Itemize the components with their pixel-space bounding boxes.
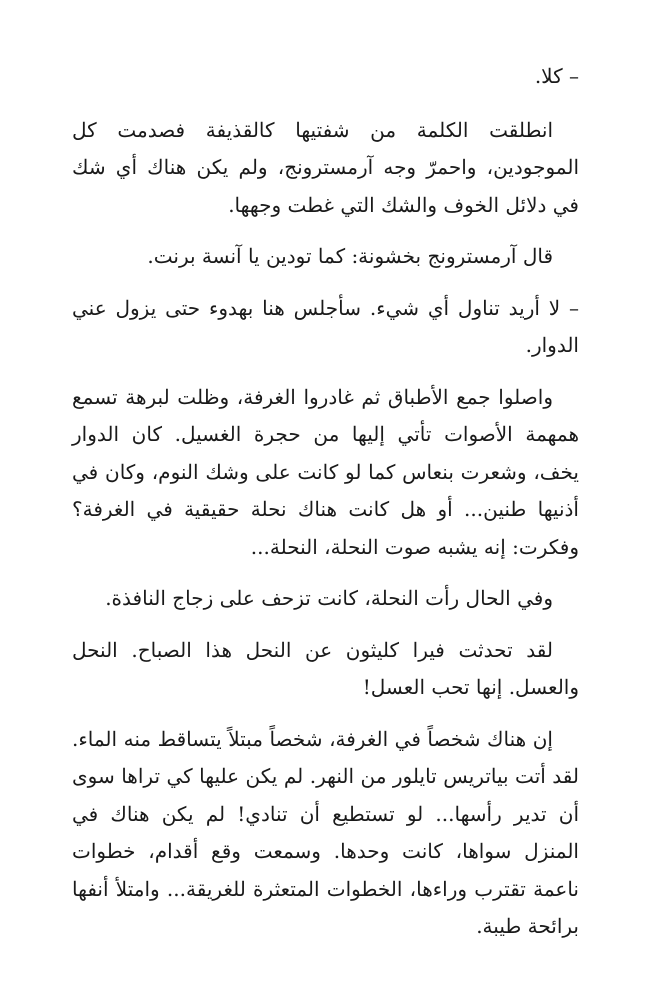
- paragraph-dialog-refusal: – لا أريد تناول أي شيء. سأجلس هنا بهدوء حتى يزول عني الدوار.: [72, 295, 579, 357]
- paragraph-dizziness: واصلوا جمع الأطباق ثم غادروا الغرفة، وظلت لبرهة تسمع همهمة الأصوات تأتي إليها من حجرة الغسيل. كان الدوار يخف، وشعرت بنعاس كما لو كانت على وشك النوم، وكان في أذنيها طنين... أو هل كانت هناك نحلة حقيقية في الغرفة؟ وفكرت: إنه يشبه صوت النحلة، النحلة...: [72, 384, 579, 559]
- paragraph-armstrong-reply: قال آرمسترونج بخشونة: كما تودين يا آنسة برنت.: [147, 244, 553, 268]
- paragraph-vera-bees: لقد تحدثت فيرا كليثون عن النحل هذا الصباح. النحل والعسل. إنها تحب العسل!: [72, 637, 579, 699]
- paragraph-dialog-no: – كلا.: [534, 64, 579, 88]
- paragraph-word-shock: انطلقت الكلمة من شفتيها كالقذيفة فصدمت كل الموجودين، واحمرّ وجه آرمسترونج، ولم يكن هناك أي شك في دلائل الخوف والشك التي غطت وجهها.: [72, 117, 579, 217]
- paragraph-bee-window: وفي الحال رأت النحلة، كانت تزحف على زجاج النافذة.: [105, 586, 553, 610]
- paragraph-presence: إن هناك شخصاً في الغرفة، شخصاً مبتلاً يتساقط منه الماء. لقد أتت بياتريس تايلور من النهر. لم يكن عليها كي تراها سوى أن تدير رأسها... لو تستطيع أن تنادي! لم يكن هناك في المنزل سواها، كانت وحدها. وسمعت وقع أقدام، خطوات ناعمة تقترب وراءها، الخطوات المتعثرة للغريقة... وامتلأ أنفها برائحة طيبة.: [72, 726, 579, 938]
